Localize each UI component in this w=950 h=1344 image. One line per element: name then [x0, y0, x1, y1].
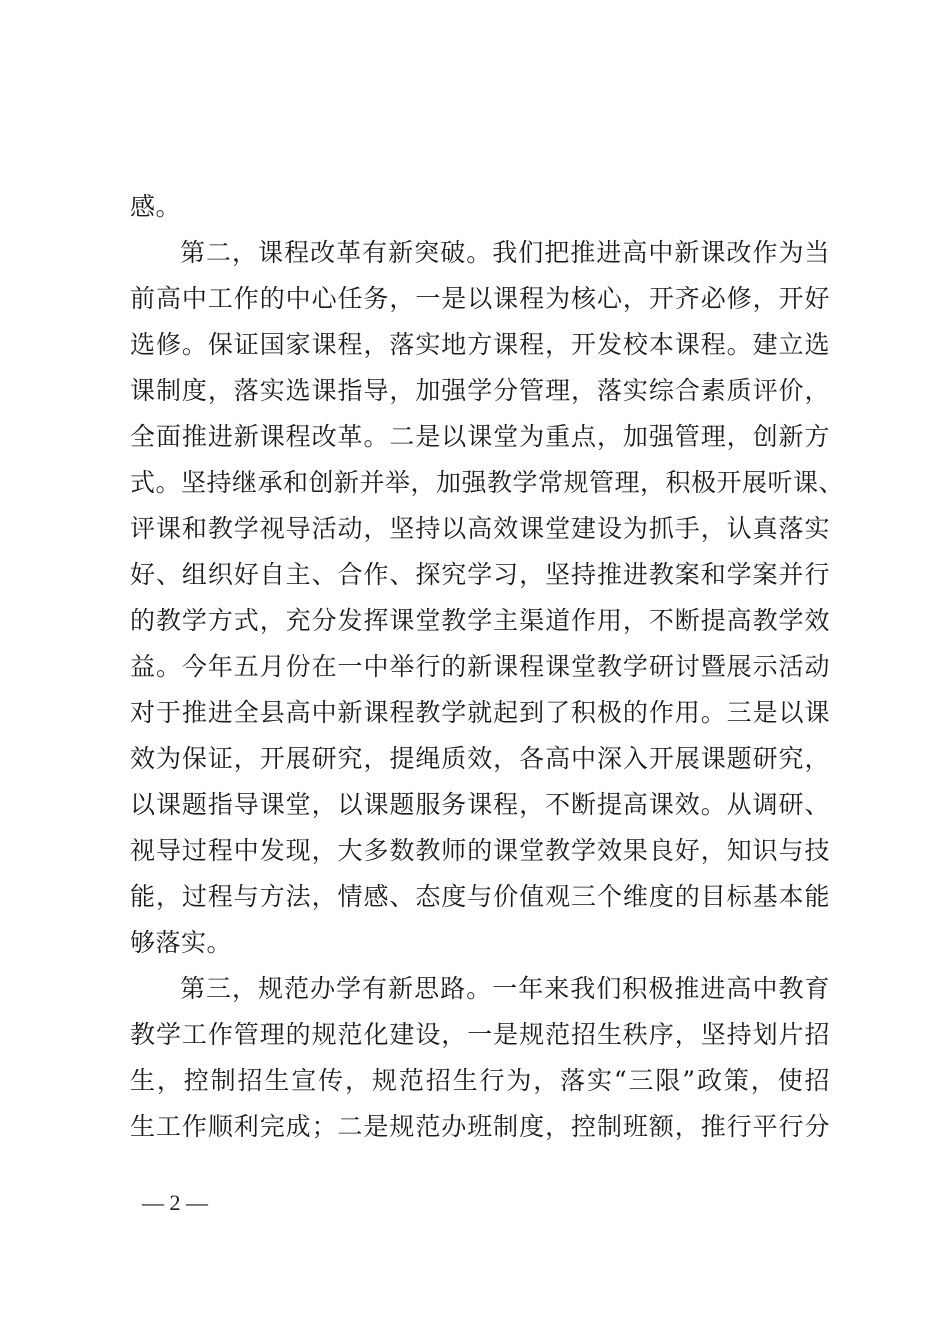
text-line: 全面推进新课程改革。二是以课堂为重点，加强管理，创新方 [130, 422, 830, 451]
text-line: 前高中工作的中心任务，一是以课程为核心，开齐必修，开好 [130, 284, 830, 313]
text-line: 课制度，落实选课指导，加强学分管理，落实综合素质评价， [130, 376, 830, 405]
text-line: 生，控制招生宣传，规范招生行为，落实“三限”政策，使招 [130, 1066, 830, 1095]
text-line: 选修。保证国家课程，落实地方课程，开发校本课程。建立选 [130, 330, 830, 359]
text-line: 教学工作管理的规范化建设，一是规范招生秩序，坚持划片招 [130, 1020, 830, 1049]
text-line: 生工作顺利完成；二是规范办班制度，控制班额，推行平行分 [130, 1112, 830, 1141]
text-line: 效为保证，开展研究，提绳质效，各高中深入开展课题研究， [130, 744, 830, 773]
text-line: 够落实。 [130, 928, 233, 957]
text-line: 能，过程与方法，情感、态度与价值观三个维度的目标基本能 [130, 882, 830, 911]
text-line: 的教学方式，充分发挥课堂教学主渠道作用，不断提高教学效 [130, 606, 830, 635]
text-line: 评课和教学视导活动，坚持以高效课堂建设为抓手，认真落实 [130, 514, 830, 543]
text-line: 好、组织好自主、合作、探究学习，坚持推进教案和学案并行 [130, 560, 830, 589]
text-line: 益。今年五月份在一中举行的新课程课堂教学研讨暨展示活动 [130, 652, 830, 681]
text-line: 视导过程中发现，大多数教师的课堂教学效果良好，知识与技 [130, 836, 830, 865]
text-line: 以课题指导课堂，以课题服务课程，不断提高课效。从调研、 [130, 790, 830, 819]
body-text [130, 184, 845, 1150]
page-number: — 2 — [142, 1190, 208, 1215]
text-line: 对于推进全县高中新课程教学就起到了积极的作用。三是以课 [130, 698, 830, 727]
text-line: 第二，课程改革有新突破。我们把推进高中新课改作为当 [180, 238, 830, 267]
text-line: 第三，规范办学有新思路。一年来我们积极推进高中教育 [180, 974, 830, 1003]
text-line: 式。坚持继承和创新并举，加强教学常规管理，积极开展听课、 [130, 468, 845, 497]
text-line: 感。 [130, 192, 182, 221]
